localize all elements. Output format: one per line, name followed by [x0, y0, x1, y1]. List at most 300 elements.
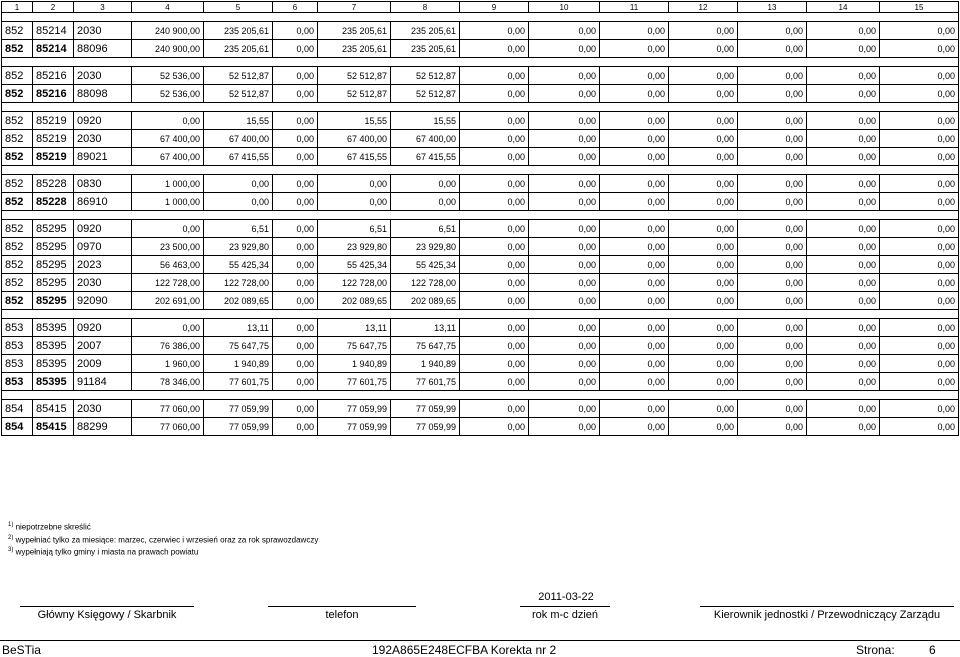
table-row: [2, 373, 959, 391]
table-row: [2, 22, 959, 40]
table-cell: 13,11: [318, 319, 391, 337]
group-spacer: [2, 166, 959, 175]
table-cell: 0,00: [529, 319, 600, 337]
report-table: [1, 1, 959, 436]
table-cell: 0,00: [807, 22, 880, 40]
table-cell: 52 512,87: [318, 85, 391, 103]
table-cell: 0,00: [460, 85, 529, 103]
table-cell: 240 900,00: [132, 22, 204, 40]
table-cell: 0,00: [669, 40, 738, 58]
table-cell: 852: [2, 175, 33, 193]
table-cell: 852: [2, 193, 33, 211]
table-cell: 75 647,75: [391, 337, 460, 355]
column-number: 1: [2, 2, 33, 13]
table-cell: 235 205,61: [318, 22, 391, 40]
table-cell: 67 400,00: [391, 130, 460, 148]
table-cell: 0,00: [460, 220, 529, 238]
footer-page-label: Strona:: [856, 643, 895, 657]
table-cell: 0,00: [600, 130, 669, 148]
table-cell: 0,00: [529, 130, 600, 148]
table-cell: 13,11: [204, 319, 273, 337]
table-cell: 0,00: [669, 175, 738, 193]
table-cell: 88098: [74, 85, 132, 103]
table-cell: 0,00: [600, 337, 669, 355]
table-cell: 6,51: [391, 220, 460, 238]
signature-phone: telefon: [268, 606, 416, 621]
table-cell: 0,00: [600, 112, 669, 130]
table-cell: 0,00: [529, 355, 600, 373]
table-row: [2, 418, 959, 436]
table-cell: 0,00: [738, 256, 807, 274]
table-cell: 77 059,99: [318, 418, 391, 436]
table-cell: 0,00: [132, 112, 204, 130]
table-cell: 854: [2, 418, 33, 436]
table-cell: 77 059,99: [391, 400, 460, 418]
table-cell: 15,55: [318, 112, 391, 130]
column-number: 14: [807, 2, 880, 13]
table-cell: 0970: [74, 238, 132, 256]
table-cell: 0,00: [807, 112, 880, 130]
table-cell: 0,00: [600, 274, 669, 292]
table-cell: 85395: [33, 355, 74, 373]
table-cell: 77 601,75: [391, 373, 460, 391]
table-cell: 23 929,80: [204, 238, 273, 256]
table-cell: 0,00: [807, 337, 880, 355]
table-cell: 52 536,00: [132, 67, 204, 85]
table-cell: 122 728,00: [391, 274, 460, 292]
table-cell: 77 059,99: [391, 418, 460, 436]
table-cell: 0,00: [529, 148, 600, 166]
table-cell: 0,00: [807, 130, 880, 148]
column-number: 10: [529, 2, 600, 13]
table-cell: 0,00: [669, 355, 738, 373]
table-cell: 0,00: [807, 238, 880, 256]
table-cell: 0,00: [738, 400, 807, 418]
table-cell: 0,00: [273, 292, 318, 310]
group-spacer: [2, 391, 959, 400]
table-cell: 0,00: [669, 193, 738, 211]
table-cell: 0,00: [738, 373, 807, 391]
table-cell: 0,00: [273, 373, 318, 391]
table-cell: 0,00: [204, 175, 273, 193]
table-cell: 0,00: [880, 337, 959, 355]
table-row: [2, 175, 959, 193]
footnote-text: wypełniać tylko za miesiące: marzec, czerwiec i wrzesień oraz za rok sprawozdawczy: [13, 535, 319, 545]
table-cell: 0,00: [273, 256, 318, 274]
table-cell: 0,00: [807, 319, 880, 337]
table-cell: 0,00: [529, 193, 600, 211]
table-cell: 0,00: [529, 373, 600, 391]
table-cell: 0,00: [529, 274, 600, 292]
table-cell: 0,00: [880, 418, 959, 436]
table-row: [2, 274, 959, 292]
table-cell: 1 000,00: [132, 175, 204, 193]
table-cell: 0,00: [807, 418, 880, 436]
table-cell: 67 415,55: [318, 148, 391, 166]
table-cell: 67 400,00: [132, 148, 204, 166]
table-cell: 6,51: [204, 220, 273, 238]
table-cell: 0,00: [529, 85, 600, 103]
footnote: [8, 520, 318, 533]
column-number: 13: [738, 2, 807, 13]
table-cell: 67 400,00: [132, 130, 204, 148]
table-row: [2, 193, 959, 211]
table-cell: 52 512,87: [204, 67, 273, 85]
column-number: 15: [880, 2, 959, 13]
table-cell: 853: [2, 373, 33, 391]
table-cell: 0,00: [132, 220, 204, 238]
table-cell: 55 425,34: [391, 256, 460, 274]
table-cell: 0,00: [460, 373, 529, 391]
table-cell: 0,00: [880, 112, 959, 130]
table-cell: 0,00: [807, 373, 880, 391]
table-cell: 0,00: [460, 400, 529, 418]
table-row: [2, 256, 959, 274]
table-cell: 77 601,75: [204, 373, 273, 391]
table-cell: 0,00: [600, 400, 669, 418]
table-cell: 240 900,00: [132, 40, 204, 58]
signature-head: Kierownik jednostki / Przewodniczący Zarządu: [700, 606, 954, 621]
column-number: 6: [273, 2, 318, 13]
table-cell: 853: [2, 319, 33, 337]
table-cell: 852: [2, 85, 33, 103]
table-cell: 0,00: [669, 256, 738, 274]
table-cell: 15,55: [391, 112, 460, 130]
table-cell: 2030: [74, 400, 132, 418]
table-cell: 854: [2, 400, 33, 418]
table-cell: 0,00: [669, 319, 738, 337]
table-cell: 0,00: [738, 130, 807, 148]
table-cell: 0,00: [880, 193, 959, 211]
table-cell: 0,00: [600, 256, 669, 274]
table-cell: 852: [2, 220, 33, 238]
table-cell: 0,00: [273, 274, 318, 292]
table-cell: 1 940,89: [391, 355, 460, 373]
table-cell: 0,00: [391, 175, 460, 193]
footnote-text: niepotrzebne skreślić: [13, 522, 91, 532]
table-cell: 52 512,87: [318, 67, 391, 85]
table-cell: 0,00: [460, 256, 529, 274]
table-cell: 202 691,00: [132, 292, 204, 310]
table-cell: 0,00: [273, 418, 318, 436]
table-cell: 0,00: [460, 292, 529, 310]
table-cell: 1 940,89: [204, 355, 273, 373]
group-spacer: [2, 103, 959, 112]
table-cell: 52 512,87: [391, 85, 460, 103]
table-cell: 0,00: [738, 175, 807, 193]
table-cell: 0,00: [738, 220, 807, 238]
table-cell: 0,00: [600, 418, 669, 436]
table-cell: 0,00: [807, 85, 880, 103]
table-cell: 2030: [74, 130, 132, 148]
table-cell: 52 512,87: [391, 67, 460, 85]
table-cell: 0,00: [669, 85, 738, 103]
table-cell: 0,00: [600, 292, 669, 310]
table-cell: 0,00: [880, 220, 959, 238]
table-cell: 0,00: [738, 238, 807, 256]
table-cell: 0,00: [807, 256, 880, 274]
table-cell: 0,00: [273, 319, 318, 337]
table-cell: 52 512,87: [204, 85, 273, 103]
table-cell: 0,00: [880, 292, 959, 310]
column-number: 3: [74, 2, 132, 13]
table-cell: 0,00: [460, 112, 529, 130]
table-cell: 0,00: [669, 337, 738, 355]
column-number: 7: [318, 2, 391, 13]
table-row: [2, 400, 959, 418]
table-cell: 0,00: [807, 67, 880, 85]
table-cell: 0,00: [273, 193, 318, 211]
column-number: 4: [132, 2, 204, 13]
table-cell: 0,00: [880, 67, 959, 85]
table-cell: 0,00: [880, 175, 959, 193]
table-cell: 91184: [74, 373, 132, 391]
table-cell: 85395: [33, 319, 74, 337]
table-cell: 67 400,00: [318, 130, 391, 148]
table-cell: 0,00: [529, 337, 600, 355]
table-cell: 0,00: [669, 22, 738, 40]
table-cell: 0,00: [738, 22, 807, 40]
table-cell: 85219: [33, 148, 74, 166]
column-number: 5: [204, 2, 273, 13]
table-cell: 0,00: [318, 193, 391, 211]
table-cell: 56 463,00: [132, 256, 204, 274]
table-cell: 77 059,99: [318, 400, 391, 418]
table-cell: 0,00: [600, 175, 669, 193]
table-cell: 0,00: [273, 67, 318, 85]
table-cell: 0,00: [600, 22, 669, 40]
table-cell: 0,00: [669, 238, 738, 256]
group-spacer: [2, 58, 959, 67]
table-cell: 0,00: [273, 40, 318, 58]
table-cell: 0,00: [600, 67, 669, 85]
table-cell: 235 205,61: [204, 22, 273, 40]
table-cell: 852: [2, 112, 33, 130]
table-cell: 0,00: [738, 337, 807, 355]
table-cell: 0,00: [132, 319, 204, 337]
table-cell: 75 647,75: [204, 337, 273, 355]
table-cell: 85295: [33, 220, 74, 238]
table-cell: 0,00: [273, 400, 318, 418]
table-cell: 0,00: [880, 373, 959, 391]
table-cell: 202 089,65: [391, 292, 460, 310]
table-cell: 2009: [74, 355, 132, 373]
table-cell: 86910: [74, 193, 132, 211]
table-cell: 0,00: [669, 418, 738, 436]
table-cell: 0,00: [880, 355, 959, 373]
table-cell: 235 205,61: [318, 40, 391, 58]
table-row: [2, 220, 959, 238]
footnote-mark: 3): [8, 547, 14, 554]
table-cell: 852: [2, 238, 33, 256]
table-cell: 0,00: [529, 112, 600, 130]
table-cell: 0,00: [738, 418, 807, 436]
table-cell: 0,00: [273, 220, 318, 238]
column-number: 8: [391, 2, 460, 13]
table-cell: 202 089,65: [204, 292, 273, 310]
table-cell: 0,00: [460, 355, 529, 373]
table-row: [2, 148, 959, 166]
table-row: [2, 238, 959, 256]
table-cell: 67 415,55: [391, 148, 460, 166]
column-number: 12: [669, 2, 738, 13]
table-cell: 0,00: [273, 175, 318, 193]
table-cell: 1 960,00: [132, 355, 204, 373]
table-cell: 76 386,00: [132, 337, 204, 355]
table-cell: 0,00: [273, 238, 318, 256]
table-cell: 0,00: [807, 40, 880, 58]
table-cell: 67 415,55: [204, 148, 273, 166]
table-cell: 0,00: [669, 373, 738, 391]
table-cell: 92090: [74, 292, 132, 310]
table-cell: 75 647,75: [318, 337, 391, 355]
table-cell: 0,00: [460, 274, 529, 292]
table-cell: 55 425,34: [318, 256, 391, 274]
table-cell: 0,00: [600, 193, 669, 211]
table-cell: 13,11: [391, 319, 460, 337]
table-cell: 0,00: [880, 22, 959, 40]
table-cell: 0,00: [460, 22, 529, 40]
table-cell: 0,00: [529, 400, 600, 418]
column-number: 11: [600, 2, 669, 13]
table-cell: 55 425,34: [204, 256, 273, 274]
table-cell: 0,00: [807, 220, 880, 238]
table-cell: 0,00: [669, 220, 738, 238]
column-number: 2: [33, 2, 74, 13]
table-cell: 0,00: [529, 238, 600, 256]
table-cell: 0,00: [669, 148, 738, 166]
table-cell: 85216: [33, 67, 74, 85]
table-cell: 0920: [74, 220, 132, 238]
table-cell: 0,00: [807, 193, 880, 211]
column-number: 9: [460, 2, 529, 13]
table-row: [2, 112, 959, 130]
table-cell: 52 536,00: [132, 85, 204, 103]
table-cell: 0,00: [880, 400, 959, 418]
table-cell: 122 728,00: [204, 274, 273, 292]
group-spacer: [2, 13, 959, 22]
table-cell: 122 728,00: [132, 274, 204, 292]
table-row: [2, 40, 959, 58]
table-cell: 2030: [74, 274, 132, 292]
table-cell: 85395: [33, 373, 74, 391]
table-cell: 852: [2, 274, 33, 292]
group-spacer: [2, 211, 959, 220]
table-cell: 85216: [33, 85, 74, 103]
table-cell: 0,00: [738, 193, 807, 211]
table-cell: 0830: [74, 175, 132, 193]
table-cell: 85295: [33, 292, 74, 310]
table-cell: 852: [2, 130, 33, 148]
table-cell: 85415: [33, 400, 74, 418]
table-cell: 89021: [74, 148, 132, 166]
group-spacer: [2, 310, 959, 319]
table-cell: 0,00: [807, 355, 880, 373]
table-cell: 0,00: [807, 400, 880, 418]
table-cell: 2007: [74, 337, 132, 355]
table-cell: 852: [2, 67, 33, 85]
column-number-row: [2, 2, 959, 13]
table-cell: 0,00: [738, 292, 807, 310]
table-cell: 0,00: [880, 40, 959, 58]
footer-divider: [0, 640, 960, 641]
table-cell: 0,00: [273, 148, 318, 166]
table-cell: 0,00: [738, 112, 807, 130]
table-cell: 0,00: [529, 418, 600, 436]
table-cell: 77 601,75: [318, 373, 391, 391]
table-cell: 0,00: [529, 292, 600, 310]
table-cell: 85219: [33, 130, 74, 148]
table-cell: 0,00: [273, 355, 318, 373]
table-cell: 77 060,00: [132, 418, 204, 436]
table-cell: 0,00: [600, 148, 669, 166]
table-cell: 0,00: [529, 220, 600, 238]
table-cell: 0,00: [880, 238, 959, 256]
table-cell: 0,00: [460, 193, 529, 211]
table-cell: 85228: [33, 193, 74, 211]
table-cell: 235 205,61: [204, 40, 273, 58]
table-cell: 0,00: [460, 238, 529, 256]
footnote-text: wypełniają tylko gminy i miasta na prawach powiatu: [13, 547, 199, 557]
table-cell: 852: [2, 40, 33, 58]
table-cell: 235 205,61: [391, 40, 460, 58]
table-cell: 0,00: [880, 85, 959, 103]
table-cell: 85295: [33, 238, 74, 256]
table-cell: 0,00: [529, 40, 600, 58]
table-cell: 78 346,00: [132, 373, 204, 391]
footer-app-name: BeSTia: [2, 643, 41, 657]
table-cell: 67 400,00: [204, 130, 273, 148]
footer-page-number: 6: [929, 643, 936, 657]
table-cell: 0,00: [529, 256, 600, 274]
footnote: [8, 533, 318, 546]
table-cell: 853: [2, 355, 33, 373]
footnote: [8, 545, 318, 558]
table-cell: 23 500,00: [132, 238, 204, 256]
table-cell: 0,00: [880, 274, 959, 292]
table-cell: 0,00: [738, 40, 807, 58]
table-cell: 85415: [33, 418, 74, 436]
table-cell: 85214: [33, 40, 74, 58]
table-cell: 15,55: [204, 112, 273, 130]
table-cell: 2030: [74, 67, 132, 85]
table-cell: 85295: [33, 274, 74, 292]
footnote-mark: 2): [8, 534, 14, 541]
footnote-mark: 1): [8, 522, 14, 528]
table-cell: 0,00: [807, 175, 880, 193]
table-cell: 77 059,99: [204, 418, 273, 436]
table-cell: 77 060,00: [132, 400, 204, 418]
table-cell: 85219: [33, 112, 74, 130]
table-cell: 0,00: [273, 85, 318, 103]
table-cell: 0,00: [460, 148, 529, 166]
table-cell: 0,00: [738, 274, 807, 292]
table-cell: 0,00: [460, 319, 529, 337]
table-cell: 88096: [74, 40, 132, 58]
table-row: [2, 85, 959, 103]
table-cell: 0,00: [600, 85, 669, 103]
table-row: [2, 292, 959, 310]
table-row: [2, 130, 959, 148]
table-cell: 0,00: [600, 220, 669, 238]
table-cell: 0,00: [600, 355, 669, 373]
table-cell: 0,00: [391, 193, 460, 211]
table-cell: 85295: [33, 256, 74, 274]
table-cell: 0,00: [600, 40, 669, 58]
table-cell: 85214: [33, 22, 74, 40]
table-cell: 0,00: [880, 148, 959, 166]
table-cell: 0,00: [807, 292, 880, 310]
